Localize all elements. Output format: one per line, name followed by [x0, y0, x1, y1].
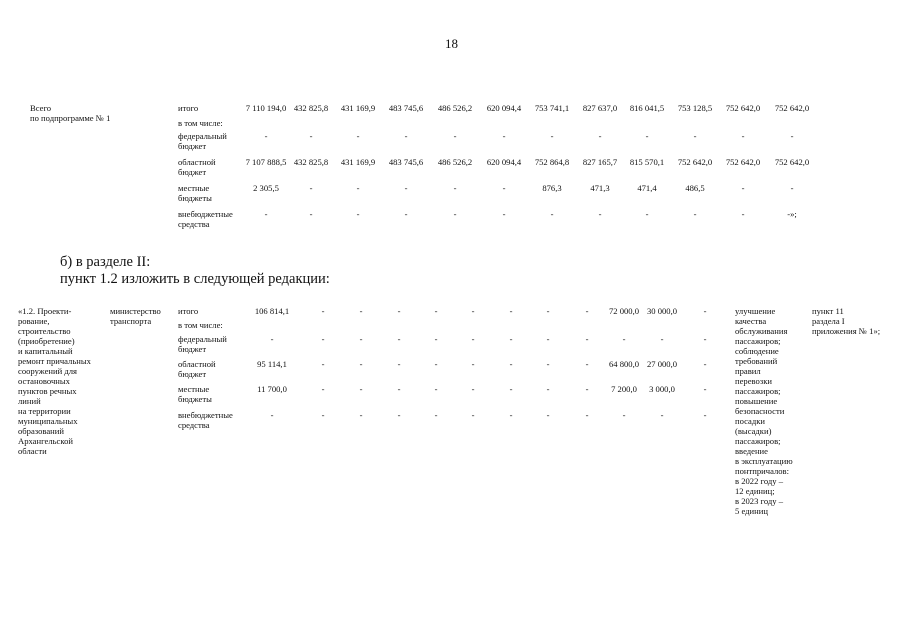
value-cell: 471,4 — [637, 183, 657, 193]
value-cell: - — [790, 183, 794, 193]
value-cell: - — [509, 306, 513, 316]
value-cell: 753 128,5 — [677, 103, 713, 113]
value-cell: - — [703, 384, 707, 394]
value-cell: - — [502, 183, 506, 193]
value-cell: - — [359, 334, 363, 344]
value-cell: - — [434, 410, 438, 420]
value-cell: - — [703, 306, 707, 316]
item-title: «1.2. Проекти- рование, строительство (приобретение) и капитальный ремонт причальных сооружений для остановочных пунктов речных линий на территории муниципальных образований Архангельской области — [18, 306, 91, 456]
value-cell: - — [546, 334, 550, 344]
value-cell: - — [321, 410, 325, 420]
value-cell: 432 825,8 — [293, 103, 329, 113]
value-cell: - — [693, 209, 697, 219]
page-number: 18 — [445, 36, 458, 51]
row-label: федеральный бюджет — [178, 334, 227, 354]
row-label: в том числе: — [178, 320, 223, 330]
value-cell: - — [434, 384, 438, 394]
value-cell: - — [359, 359, 363, 369]
value-cell: - — [264, 131, 268, 141]
value-cell: - — [321, 384, 325, 394]
row-label: внебюджетные средства — [178, 209, 233, 229]
value-cell: - — [622, 334, 626, 344]
value-cell: - — [356, 131, 360, 141]
value-cell: 815 570,1 — [629, 157, 665, 167]
value-cell: 816 041,5 — [629, 103, 665, 113]
value-cell: - — [471, 410, 475, 420]
value-cell: 620 094,4 — [486, 103, 522, 113]
value-cell: 27 000,0 — [646, 359, 678, 369]
value-cell: 620 094,4 — [486, 157, 522, 167]
value-cell: 827 637,0 — [582, 103, 618, 113]
row-label: областной бюджет — [178, 157, 216, 177]
value-cell: - — [550, 131, 554, 141]
row-label: итого — [178, 103, 199, 113]
value-cell: - — [453, 183, 457, 193]
value-cell: - — [453, 209, 457, 219]
value-cell: 2 305,5 — [253, 183, 279, 193]
value-cell: - — [471, 384, 475, 394]
value-cell: - — [356, 183, 360, 193]
value-cell: - — [509, 334, 513, 344]
value-cell: - — [703, 410, 707, 420]
value-cell: 431 169,9 — [340, 103, 376, 113]
value-cell: - — [509, 359, 513, 369]
value-cell: - — [397, 384, 401, 394]
value-cell: - — [645, 131, 649, 141]
value-cell: - — [321, 359, 325, 369]
value-cell: 752 642,0 — [677, 157, 713, 167]
value-cell: 471,3 — [590, 183, 610, 193]
value-cell: 106 814,1 — [254, 306, 290, 316]
value-cell: 486 526,2 — [437, 103, 473, 113]
value-cell: 7 110 194,0 — [245, 103, 287, 113]
value-cell: - — [598, 131, 602, 141]
value-cell: - — [585, 384, 589, 394]
row-label: областной бюджет — [178, 359, 216, 379]
value-cell: - — [270, 334, 274, 344]
value-cell: 752 642,0 — [774, 103, 810, 113]
value-cell: - — [356, 209, 360, 219]
value-cell: - — [550, 209, 554, 219]
value-cell: - — [741, 131, 745, 141]
value-cell: - — [359, 410, 363, 420]
value-cell: - — [502, 131, 506, 141]
value-cell: - — [434, 306, 438, 316]
value-cell: - — [309, 209, 313, 219]
value-cell: - — [359, 384, 363, 394]
row-label: местные бюджеты — [178, 384, 212, 404]
value-cell: - — [471, 334, 475, 344]
value-cell: - — [397, 410, 401, 420]
value-cell: 3 000,0 — [649, 384, 675, 394]
value-cell: - — [585, 334, 589, 344]
value-cell: - — [404, 183, 408, 193]
value-cell: - — [546, 410, 550, 420]
value-cell: 64 800,0 — [608, 359, 640, 369]
value-cell: -»; — [787, 209, 797, 219]
value-cell: 483 745,6 — [388, 157, 424, 167]
value-cell: 11 700,0 — [257, 384, 287, 394]
result-text: улучшение качества обслуживания пассажиров; соблюдение требований правил перевозки пассажиров; повышение безопасности посадки (высадки) пассажиров; введение в эксплуатацию понтпричалов: в 2022 году – 12 единиц; в 2023 году – 5 единиц — [735, 306, 793, 516]
row-label: внебюджетные средства — [178, 410, 233, 430]
value-cell: - — [660, 410, 664, 420]
value-cell: - — [660, 334, 664, 344]
value-cell: - — [270, 410, 274, 420]
value-cell: 431 169,9 — [340, 157, 376, 167]
value-cell: 7 200,0 — [611, 384, 637, 394]
row-label: в том числе: — [178, 118, 223, 128]
value-cell: - — [309, 183, 313, 193]
row-label: федеральный бюджет — [178, 131, 227, 151]
value-cell: - — [397, 359, 401, 369]
value-cell: - — [471, 359, 475, 369]
value-cell: 827 165,7 — [582, 157, 618, 167]
value-cell: - — [790, 131, 794, 141]
value-cell: - — [598, 209, 602, 219]
value-cell: - — [264, 209, 268, 219]
value-cell: - — [509, 410, 513, 420]
value-cell: - — [546, 306, 550, 316]
value-cell: 7 107 888,5 — [245, 157, 287, 167]
value-cell: - — [434, 359, 438, 369]
value-cell: - — [645, 209, 649, 219]
value-cell: - — [509, 384, 513, 394]
value-cell: 432 825,8 — [293, 157, 329, 167]
value-cell: 30 000,0 — [646, 306, 678, 316]
table1-left-label: Всего по подпрограмме № 1 — [30, 103, 111, 123]
value-cell: - — [321, 334, 325, 344]
row-label: местные бюджеты — [178, 183, 212, 203]
value-cell: - — [741, 209, 745, 219]
value-cell: - — [502, 209, 506, 219]
value-cell: 752 642,0 — [725, 157, 761, 167]
section-heading-line2: пункт 1.2 изложить в следующей редакции: — [60, 271, 330, 287]
value-cell: - — [404, 209, 408, 219]
value-cell: - — [741, 183, 745, 193]
value-cell: 876,3 — [542, 183, 562, 193]
value-cell: - — [397, 306, 401, 316]
value-cell: - — [309, 131, 313, 141]
value-cell: 72 000,0 — [608, 306, 640, 316]
value-cell: 752 642,0 — [774, 157, 810, 167]
value-cell: 483 745,6 — [388, 103, 424, 113]
value-cell: - — [471, 306, 475, 316]
value-cell: - — [404, 131, 408, 141]
value-cell: - — [321, 306, 325, 316]
value-cell: - — [546, 384, 550, 394]
value-cell: 752 864,8 — [534, 157, 570, 167]
value-cell: - — [622, 410, 626, 420]
section-heading-line1: б) в разделе II: — [60, 254, 151, 270]
value-cell: - — [397, 334, 401, 344]
value-cell: - — [703, 334, 707, 344]
value-cell: 753 741,1 — [534, 103, 570, 113]
link-text: пункт 11 раздела I приложения № 1»; — [812, 306, 881, 336]
value-cell: - — [434, 334, 438, 344]
value-cell: 486,5 — [685, 183, 705, 193]
value-cell: 752 642,0 — [725, 103, 761, 113]
value-cell: - — [585, 359, 589, 369]
value-cell: - — [585, 306, 589, 316]
row-label: итого — [178, 306, 199, 316]
executor: министерство транспорта — [110, 306, 161, 326]
value-cell: 486 526,2 — [437, 157, 473, 167]
value-cell: - — [703, 359, 707, 369]
value-cell: - — [693, 131, 697, 141]
value-cell: - — [546, 359, 550, 369]
value-cell: - — [585, 410, 589, 420]
value-cell: - — [453, 131, 457, 141]
value-cell: - — [359, 306, 363, 316]
value-cell: 95 114,1 — [257, 359, 287, 369]
